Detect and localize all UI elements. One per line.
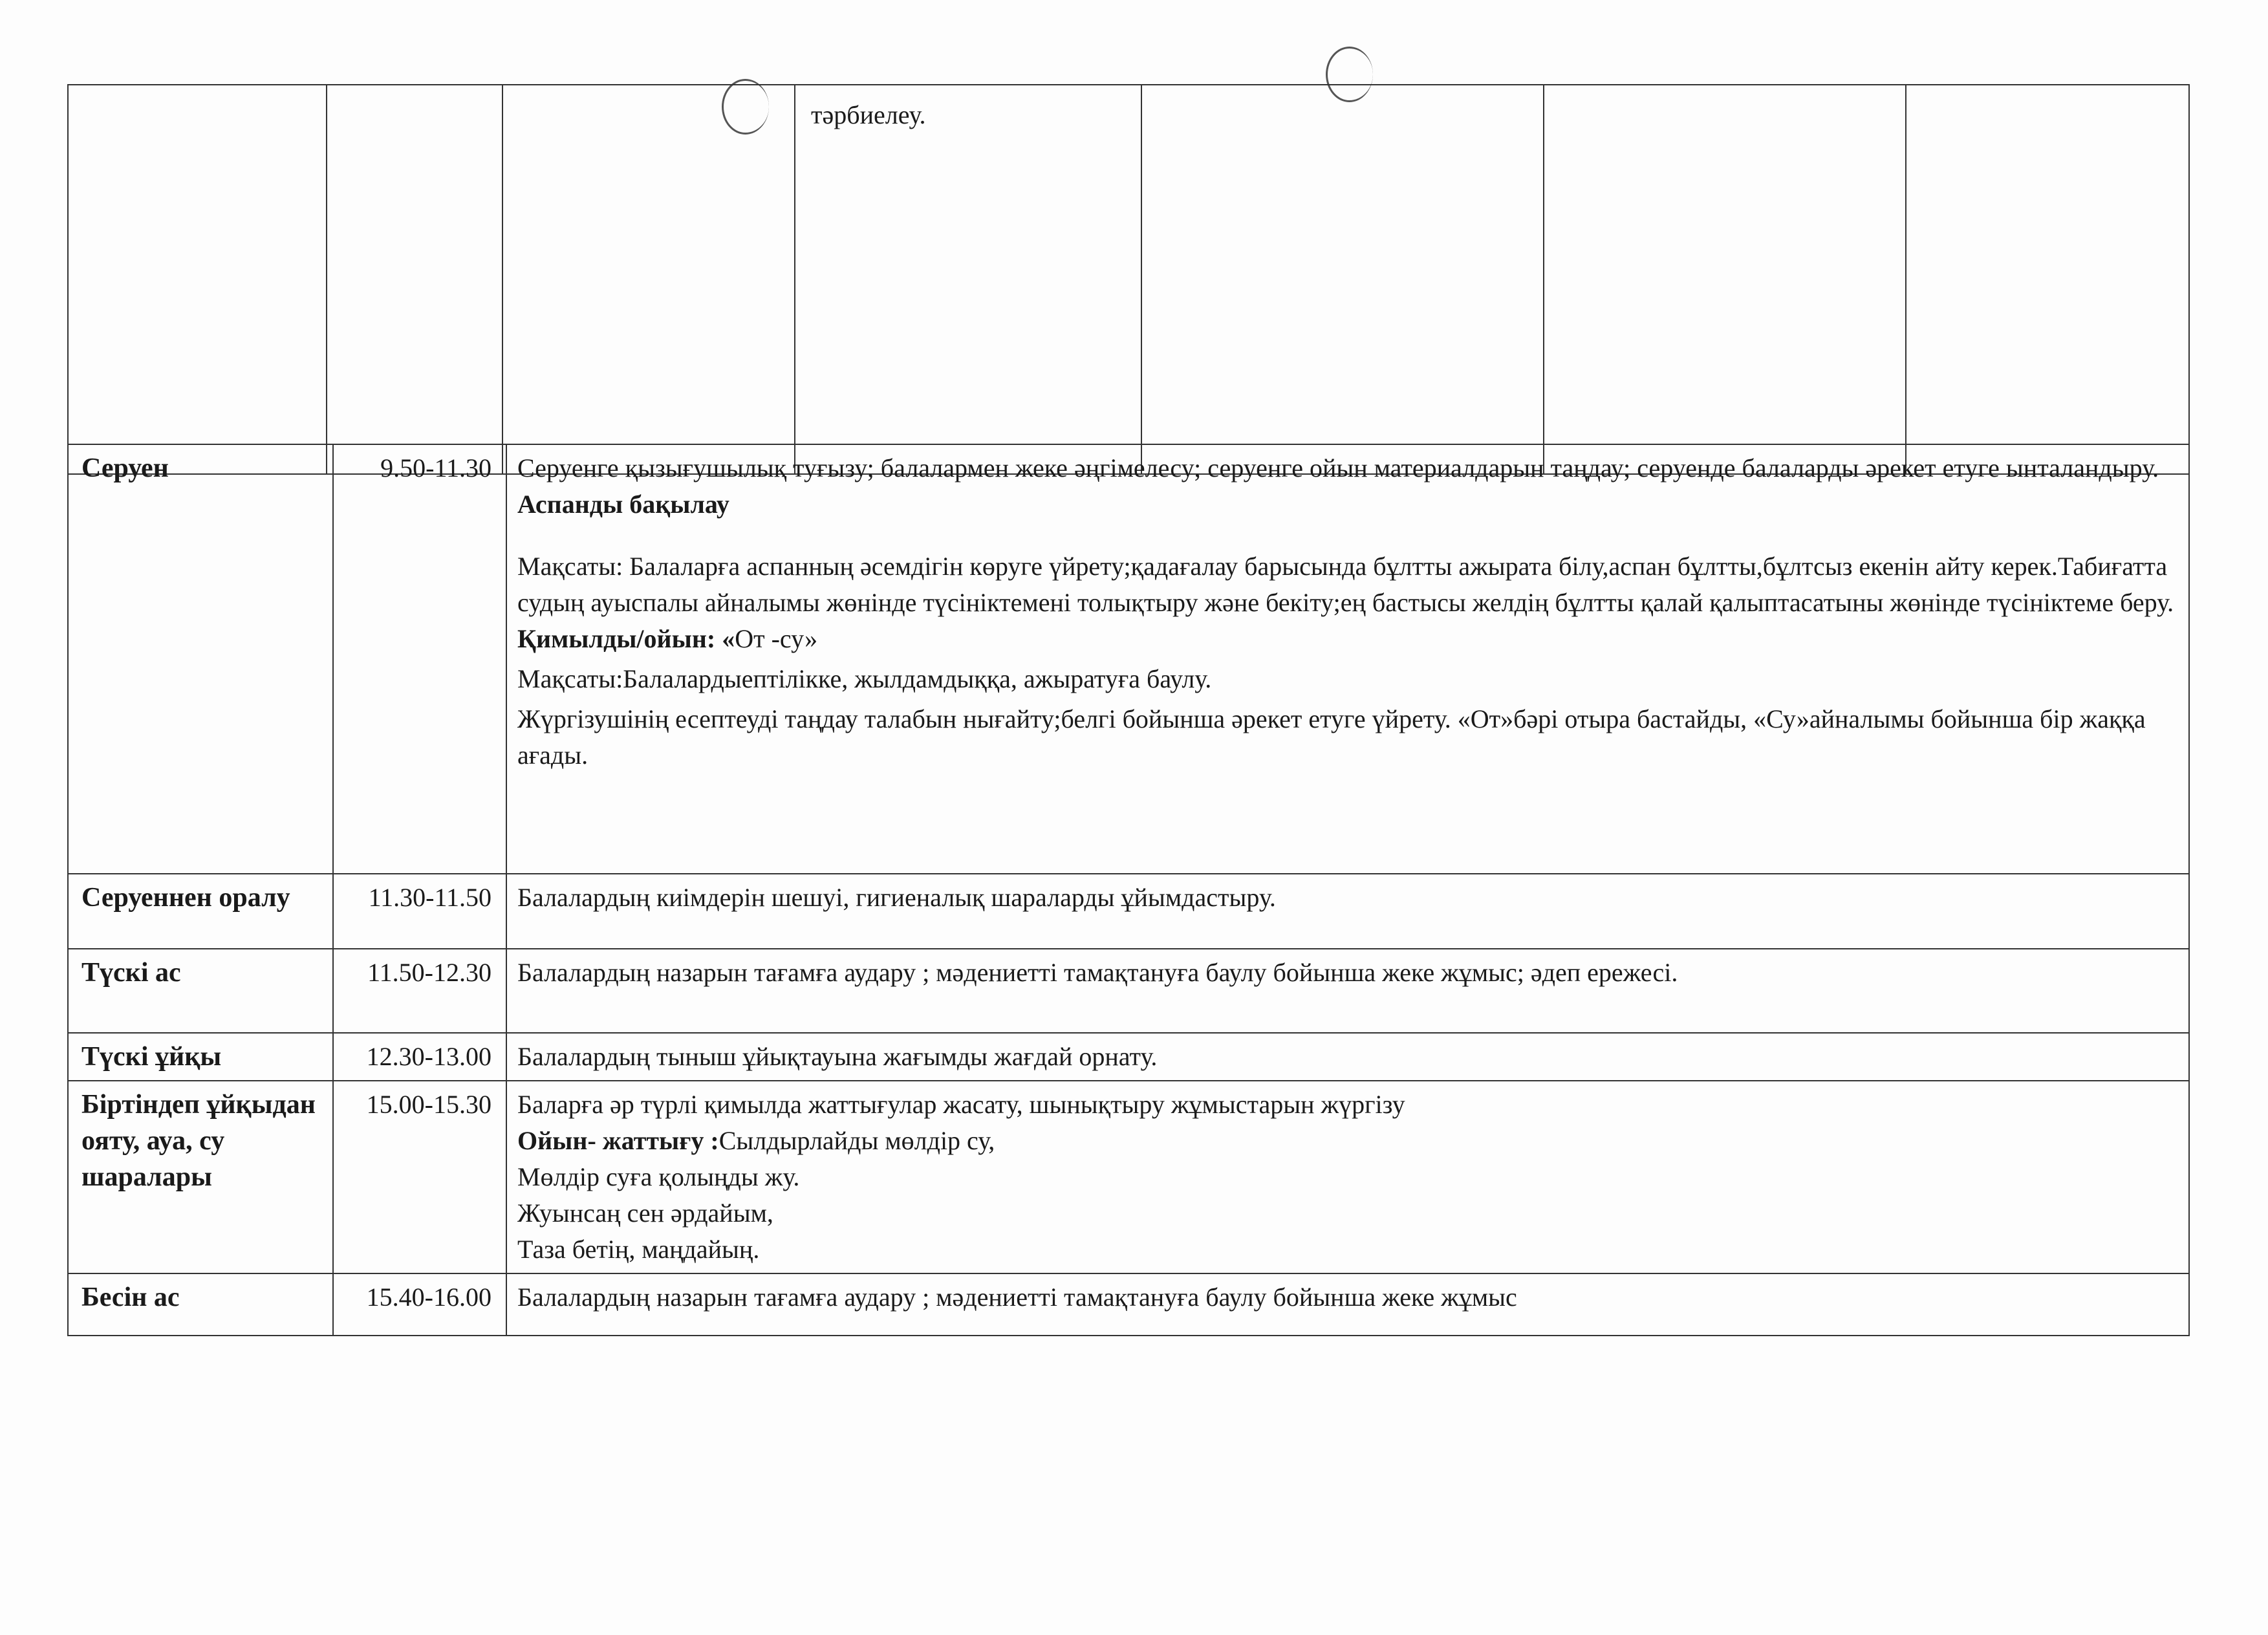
table-row-nap — [68, 1033, 2189, 1081]
top-cell-6 — [1544, 85, 1906, 474]
table-row-wakeup — [68, 1081, 2189, 1273]
top-cell-7 — [1906, 85, 2189, 474]
wakeup-line-2: Мөлдір суға қолыңды жу. — [517, 1162, 800, 1191]
row-label: Түскі ас — [68, 949, 333, 1033]
walk-game-rules: Жүргізушінің есептеуді таңдау талабын нығайту;белгі бойынша әрекет етуге үйрету. «От»бәрі отыра бастайды, «Су»айналымы бойынша бір жаққа ағады. — [517, 704, 2146, 770]
table-row-walk — [68, 444, 2189, 874]
row-time: 9.50-11.30 — [333, 444, 506, 874]
wakeup-line-3: Жуынсаң сен әрдайым, — [517, 1198, 773, 1228]
row-label: Біртіндеп ұйқыдан ояту, ауа, су шаралары — [68, 1081, 333, 1273]
walk-game-goal: Мақсаты:Балалардыептілікке, жылдамдыққа, ажыратуға баулу. — [517, 664, 1212, 693]
table-row-lunch — [68, 949, 2189, 1033]
row-time: 11.50-12.30 — [333, 949, 506, 1033]
row-time: 15.00-15.30 — [333, 1081, 506, 1273]
wakeup-line-4: Таза бетің, маңдайың. — [517, 1235, 760, 1264]
walk-game-label: Қимылды/ойын: « — [517, 624, 735, 653]
schedule-table — [67, 444, 2190, 1336]
top-cell-2 — [327, 85, 502, 474]
wakeup-game — [517, 1123, 2178, 1159]
walk-heading: Аспанды бақылау — [517, 490, 729, 519]
row-time: 11.30-11.50 — [333, 874, 506, 949]
row-label: Түскі ұйқы — [68, 1033, 333, 1081]
row-content — [506, 444, 2189, 874]
row-content: Балалардың назарын тағамға аудару ; мәдениетті тамақтануға баулу бойынша жеке жұмыс — [506, 1273, 2189, 1336]
top-row — [68, 85, 2189, 474]
table-row-snack — [68, 1273, 2189, 1336]
top-cell-text: тәрбиелеу. — [811, 100, 926, 129]
top-cell-5 — [1141, 85, 1544, 474]
row-content: Балалардың тыныш ұйықтауына жағымды жағдай орнату. — [506, 1033, 2189, 1081]
walk-goal: Мақсаты: Балаларға аспанның әсемдігін көруге үйрету;қадағалау барысында бұлтты ажырата білу,аспан бұлтты,бұлтсыз екенін айту керек.Табиғатта судың ауыспалы айналымы жөнінде түсініктемені толықтыру және бекіту;ең бастысы желдің бұлтты қалай қалыптасатыны жөнінде түсініктеме беру. — [517, 552, 2174, 617]
row-time: 15.40-16.00 — [333, 1273, 506, 1336]
top-cell-1 — [68, 85, 327, 474]
row-content — [506, 1081, 2189, 1273]
table-row-return — [68, 874, 2189, 949]
row-label: Серуен — [68, 444, 333, 874]
wakeup-game-label: Ойын- жаттығу : — [517, 1126, 719, 1155]
row-label: Серуеннен оралу — [68, 874, 333, 949]
top-cell-4 — [795, 85, 1141, 474]
walk-game-name: От -су» — [735, 624, 818, 653]
row-time: 12.30-13.00 — [333, 1033, 506, 1081]
row-content: Балалардың назарын тағамға аудару ; мәдениетті тамақтануға баулу бойынша жеке жұмыс; әдеп ережесі. — [506, 949, 2189, 1033]
wakeup-intro: Баларға әр түрлі қимылда жаттығулар жасату, шынықтыру жұмыстарын жүргізу — [517, 1090, 1405, 1119]
row-content: Балалардың киімдерін шешуі, гигиеналық шараларды ұйымдастыру. — [506, 874, 2189, 949]
walk-intro: Серуенге қызығушылық туғызу; балалармен жеке әңгімелесу; серуенге ойын материалдарын таңдау; серуенде балаларды әрекет етуге ынталандыру. — [517, 453, 2159, 482]
row-label: Бесін ас — [68, 1273, 333, 1336]
top-continuation-table — [67, 84, 2190, 475]
walk-game — [517, 621, 2178, 657]
top-cell-3 — [502, 85, 795, 474]
wakeup-line-1: Сылдырлайды мөлдір су, — [718, 1126, 995, 1155]
